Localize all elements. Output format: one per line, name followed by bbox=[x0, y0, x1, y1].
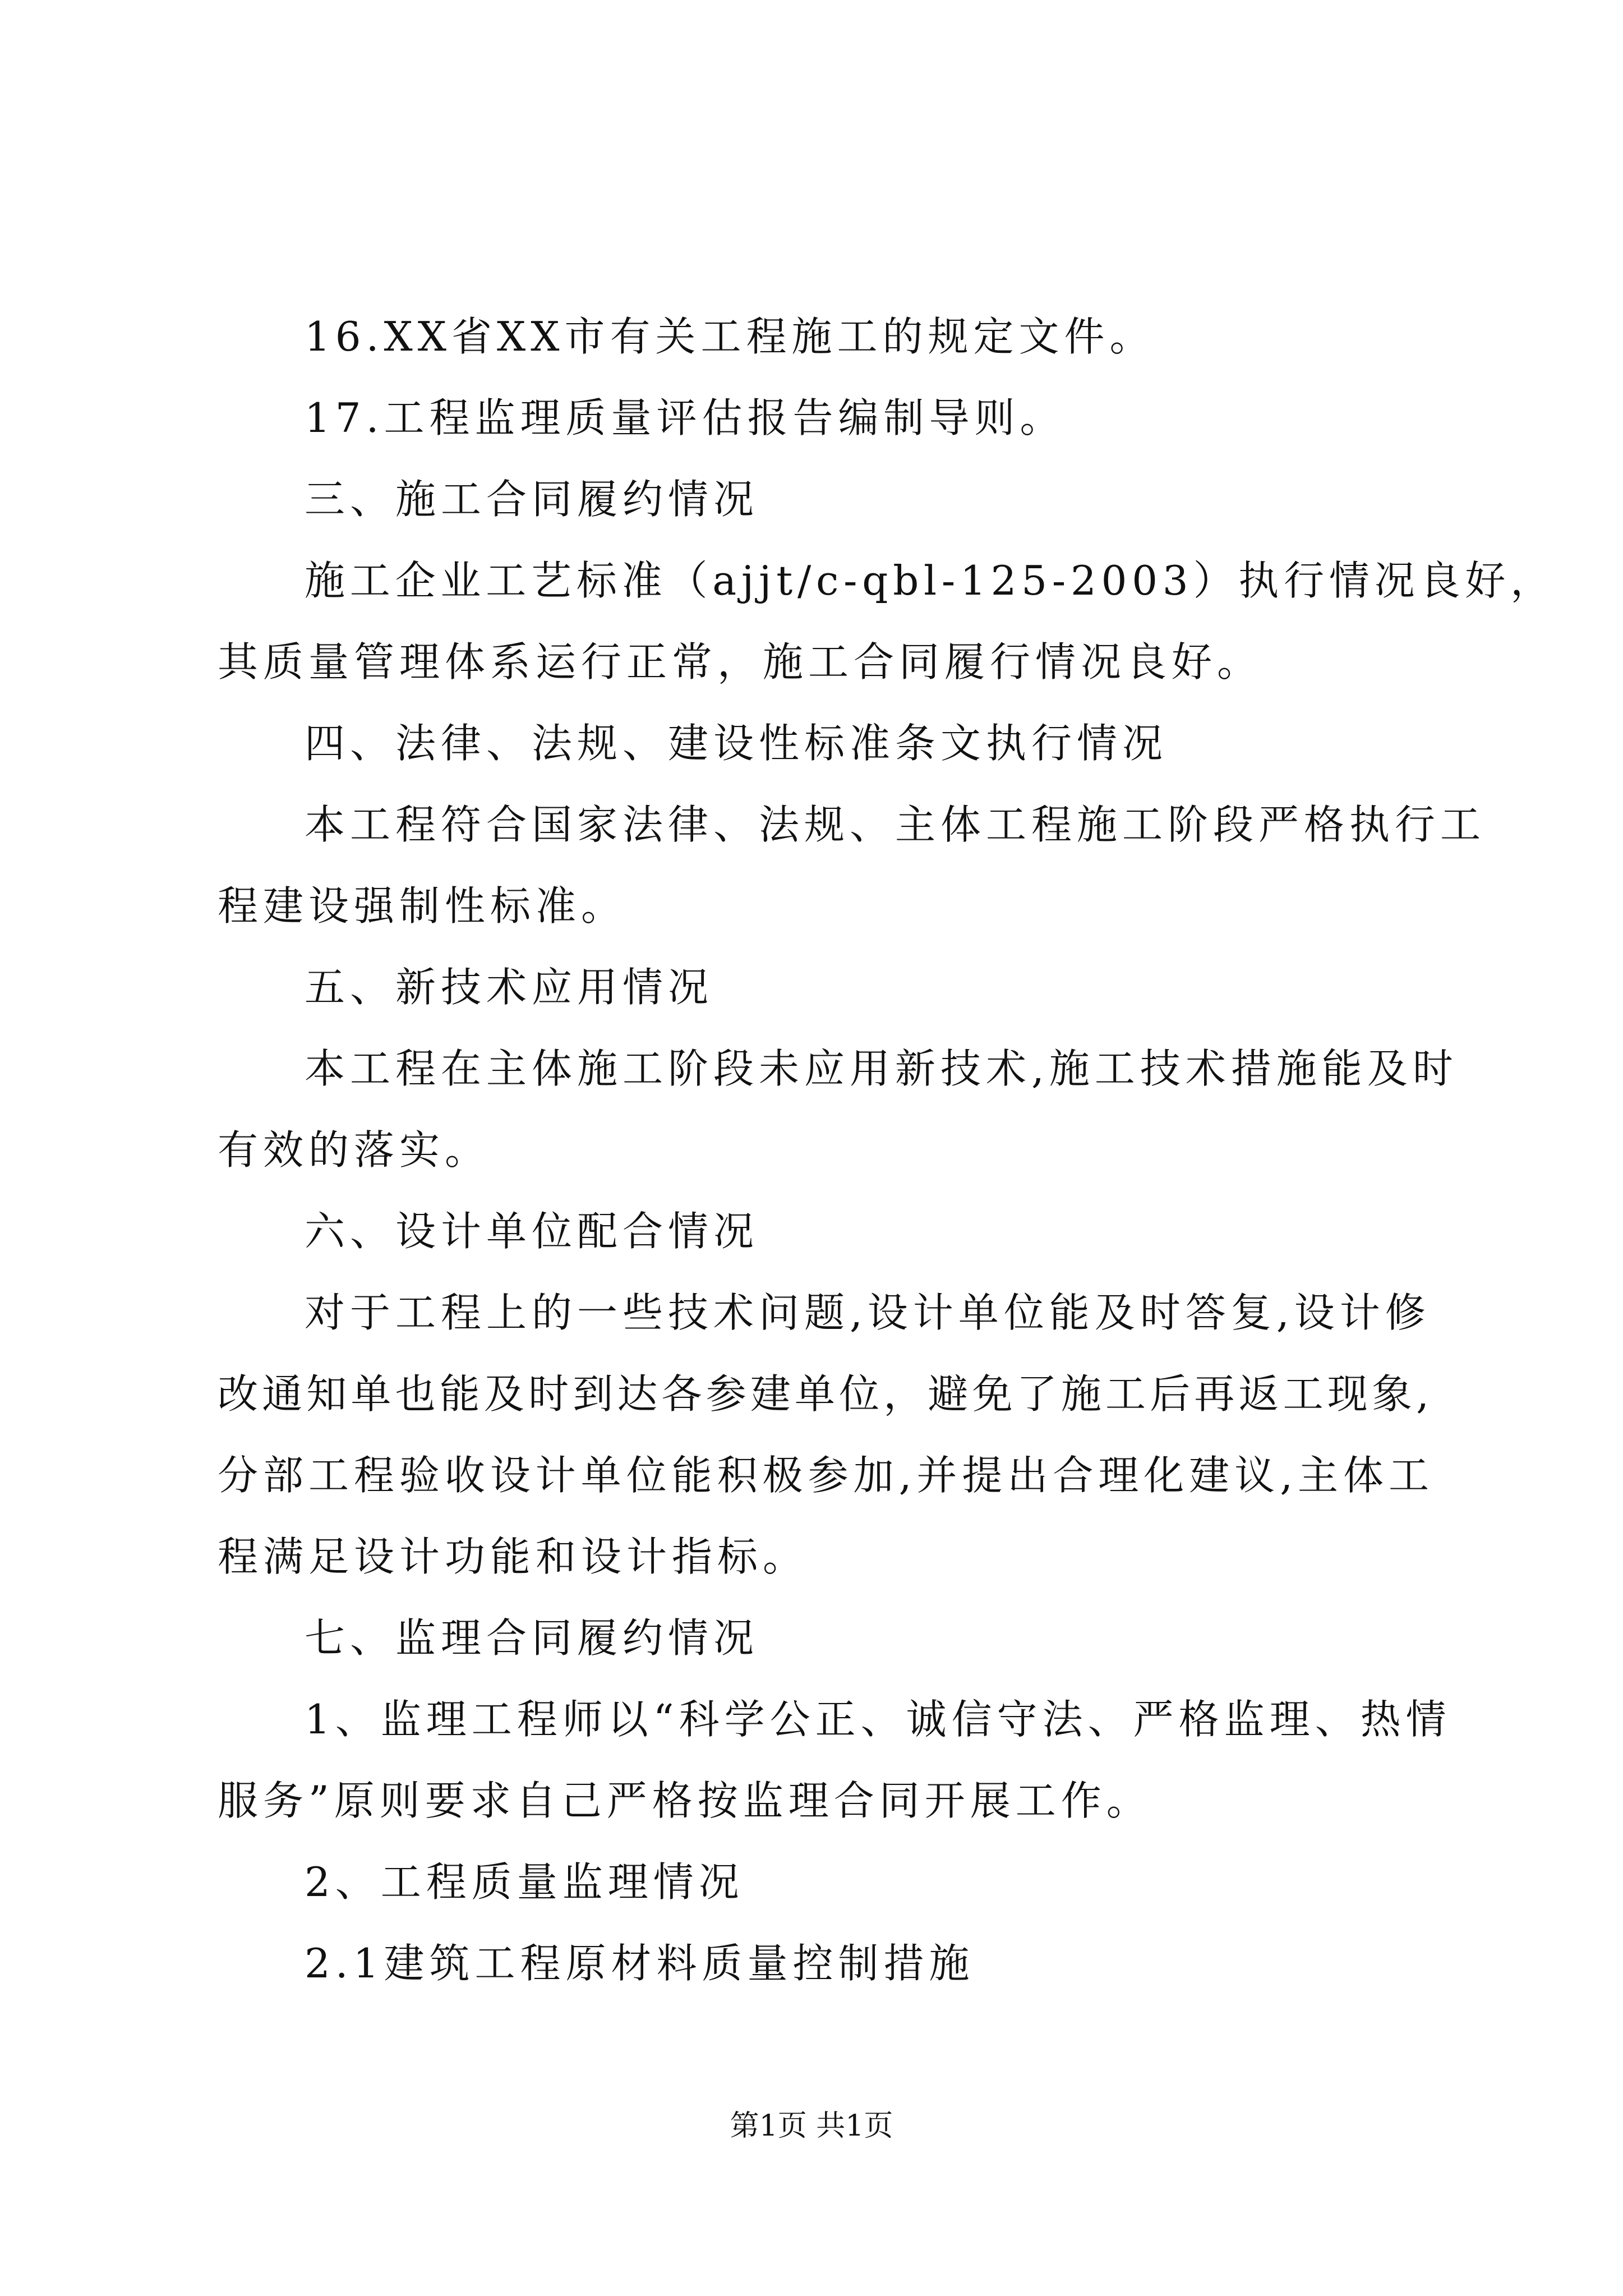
text-line: 改通知单也能及时到达各参建单位，避免了施工后再返工现象, bbox=[218, 1370, 1429, 1418]
section-heading: 四、法律、法规、建设性标准条文执行情况 bbox=[305, 720, 1168, 767]
text-line: 有效的落实。 bbox=[218, 1126, 491, 1174]
text-line: 16.XX省XX市有关工程施工的规定文件。 bbox=[305, 313, 1155, 360]
text-line: 对于工程上的一些技术问题,设计单位能及时答复,设计修 bbox=[305, 1289, 1431, 1336]
subsection-heading: 2、工程质量监理情况 bbox=[305, 1858, 744, 1906]
subsection-heading: 2.1建筑工程原材料质量控制措施 bbox=[305, 1940, 975, 1987]
text-line: 本工程符合国家法律、法规、主体工程施工阶段严格执行工 bbox=[305, 801, 1486, 848]
text-line: 1、监理工程师以“科学公正、诚信守法、严格监理、热情 bbox=[305, 1696, 1451, 1743]
section-heading: 五、新技术应用情况 bbox=[305, 964, 714, 1011]
section-heading: 三、施工合同履约情况 bbox=[305, 476, 759, 523]
text-line: 17.工程监理质量评估报告编制导则。 bbox=[305, 394, 1066, 441]
section-heading: 七、监理合同履约情况 bbox=[305, 1614, 759, 1662]
text-line: 其质量管理体系运行正常，施工合同履行情况良好。 bbox=[218, 638, 1263, 685]
text-line: 施工企业工艺标准（ajjt/c-qbl-125-2003）执行情况良好， bbox=[305, 557, 1556, 604]
page-footer: 第1页 共1页 bbox=[730, 2109, 893, 2143]
section-heading: 六、设计单位配合情况 bbox=[305, 1208, 759, 1255]
text-line: 程建设强制性标准。 bbox=[218, 882, 627, 930]
text-line: 本工程在主体施工阶段未应用新技术,施工技术措施能及时 bbox=[305, 1045, 1458, 1092]
text-line: 程满足设计功能和设计指标。 bbox=[218, 1533, 809, 1580]
text-line: 分部工程验收设计单位能积极参加,并提出合理化建议,主体工 bbox=[218, 1452, 1429, 1499]
text-line: 服务”原则要求自己严格按监理合同开展工作。 bbox=[218, 1777, 1152, 1824]
